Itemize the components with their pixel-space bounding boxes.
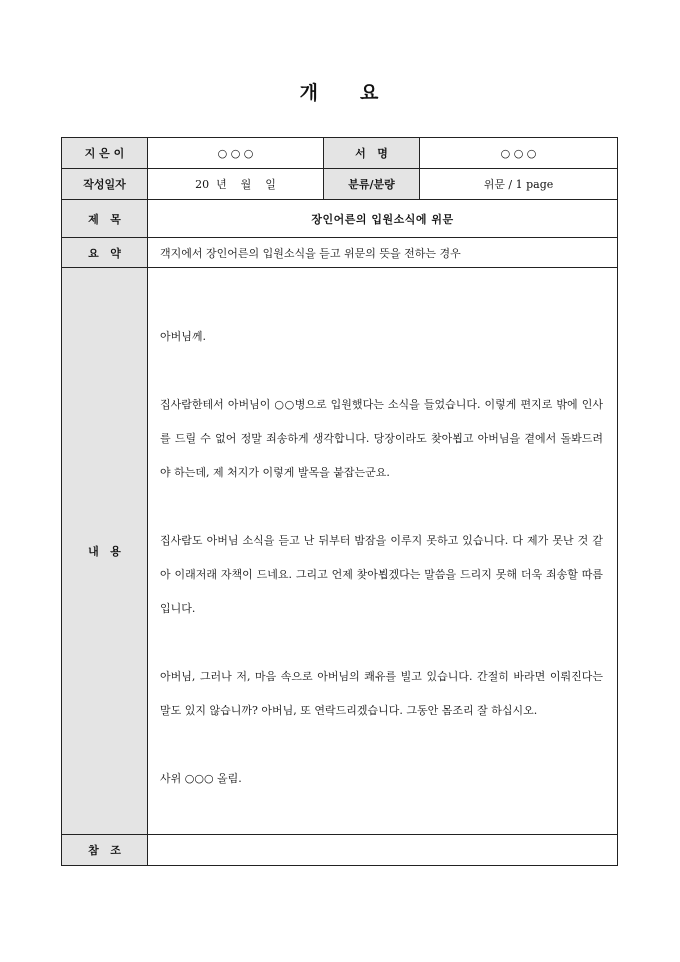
title-right: 요	[360, 82, 381, 104]
date-label: 작성일자	[62, 169, 148, 200]
document-title	[0, 78, 680, 105]
date-value: 20 년 월 일	[148, 169, 324, 200]
paragraph-3: 아버님, 그러나 저, 마음 속으로 아버님의 쾌유를 빌고 있습니다. 간절히 바라면 이뤄진다는 말도 있지 않습니까? 아버님, 또 연락드리겠습니다. 그동안 몸조리 잘 하십시오.	[160, 670, 603, 717]
row-summary	[62, 238, 618, 268]
title-left: 개	[299, 82, 320, 104]
subject-value: 장인어른의 입원소식에 위문	[148, 200, 618, 238]
summary-value: 객지에서 장인어른의 입원소식을 듣고 위문의 뜻을 전하는 경우	[148, 238, 618, 268]
row-reference	[62, 835, 618, 866]
signature-value: ○ ○ ○	[420, 138, 618, 169]
signature-label: 서 명	[324, 138, 420, 169]
author-label: 지 은 이	[62, 138, 148, 169]
form-table	[61, 137, 618, 866]
greeting: 아버님께.	[160, 330, 207, 343]
row-subject	[62, 200, 618, 238]
paragraph-2: 집사람도 아버님 소식을 듣고 난 뒤부터 밤잠을 이루지 못하고 있습니다. 다 제가 못난 것 같아 이래저래 자책이 드네요. 그리고 언제 찾아뵙겠다는 말씀을 드리지 못해 더욱 죄송할 따름입니다.	[160, 534, 603, 615]
row-date	[62, 169, 618, 200]
content-label: 내 용	[62, 268, 148, 835]
category-value: 위문 / 1 page	[420, 169, 618, 200]
row-author	[62, 138, 618, 169]
author-value: ○ ○ ○	[148, 138, 324, 169]
row-content	[62, 268, 618, 835]
summary-label: 요 약	[62, 238, 148, 268]
paragraph-1: 집사람한테서 아버님이 ○○병으로 입원했다는 소식을 들었습니다. 이렇게 편지로 밖에 인사를 드릴 수 없어 정말 죄송하게 생각합니다. 당장이라도 찾아뵙고 아버님을 곁에서 돌봐드려야 하는데, 제 처지가 이렇게 발목을 붙잡는군요.	[160, 398, 603, 479]
reference-label: 참 조	[62, 835, 148, 866]
subject-label: 제 목	[62, 200, 148, 238]
category-label: 분류/분량	[324, 169, 420, 200]
closing: 사위 ○○○ 올림.	[160, 772, 242, 785]
content-body	[148, 268, 618, 835]
reference-value	[148, 835, 618, 866]
